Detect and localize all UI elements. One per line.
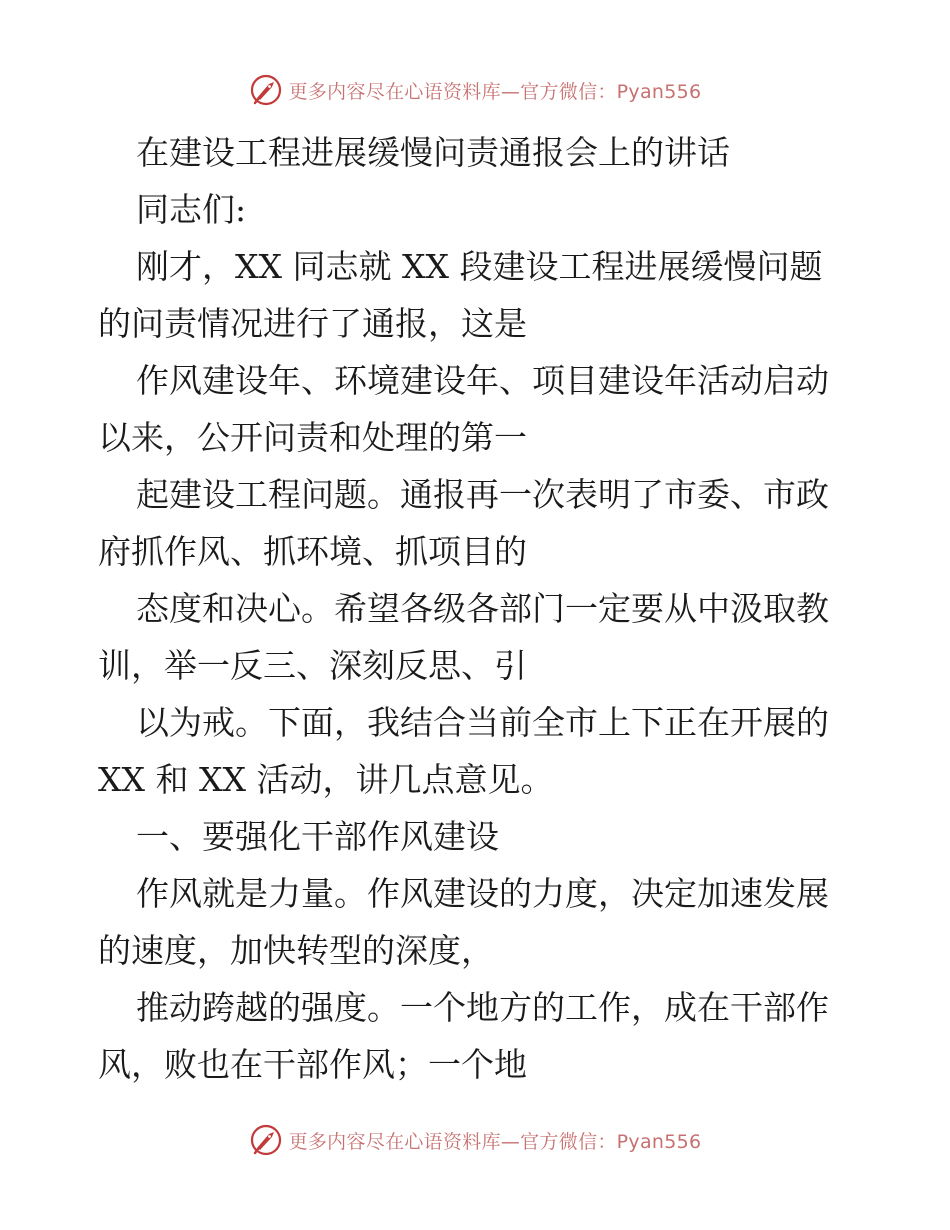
paragraph-line: 训，举一反三、深刻反思、引 [98, 646, 527, 685]
paragraph-line: 的问责情况进行了通报，这是 [98, 304, 527, 343]
paragraph-line: 作风就是力量。作风建设的力度，决定加速发展 [136, 874, 829, 913]
paragraph-line: 作风建设年、环境建设年、项目建设年活动启动 [136, 361, 829, 400]
footer-watermark [0, 1120, 950, 1160]
paragraph-line: 推动跨越的强度。一个地方的工作，成在干部作 [136, 988, 829, 1027]
pen-nib-logo-icon [249, 73, 283, 107]
paragraph-line: 府抓作风、抓环境、抓项目的 [98, 532, 527, 571]
section-heading: 一、要强化干部作风建设 [136, 817, 499, 856]
paragraph-line: 刚才，XX 同志就 XX 段建设工程进展缓慢问题 [136, 247, 823, 286]
paragraph-line: 态度和决心。希望各级各部门一定要从中汲取教 [136, 589, 829, 628]
paragraph-line: XX 和 XX 活动，讲几点意见。 [98, 760, 554, 799]
pen-nib-logo-icon [249, 1123, 283, 1157]
document-body [98, 124, 858, 1093]
document-title: 在建设工程进展缓慢问责通报会上的讲话 [136, 133, 730, 172]
watermark-text: 更多内容尽在心语资料库—官方微信：Pyan556 [288, 1130, 702, 1153]
paragraph-line: 的速度，加快转型的深度， [98, 931, 494, 970]
salutation: 同志们: [136, 190, 247, 229]
paragraph-line: 以为戒。下面，我结合当前全市上下正在开展的 [136, 703, 829, 742]
watermark-text: 更多内容尽在心语资料库—官方微信：Pyan556 [288, 80, 702, 103]
paragraph-line: 起建设工程问题。通报再一次表明了市委、市政 [136, 475, 829, 514]
paragraph-line: 风，败也在干部作风；一个地 [98, 1045, 527, 1084]
header-watermark [0, 70, 950, 110]
paragraph-line: 以来，公开问责和处理的第一 [98, 418, 527, 457]
